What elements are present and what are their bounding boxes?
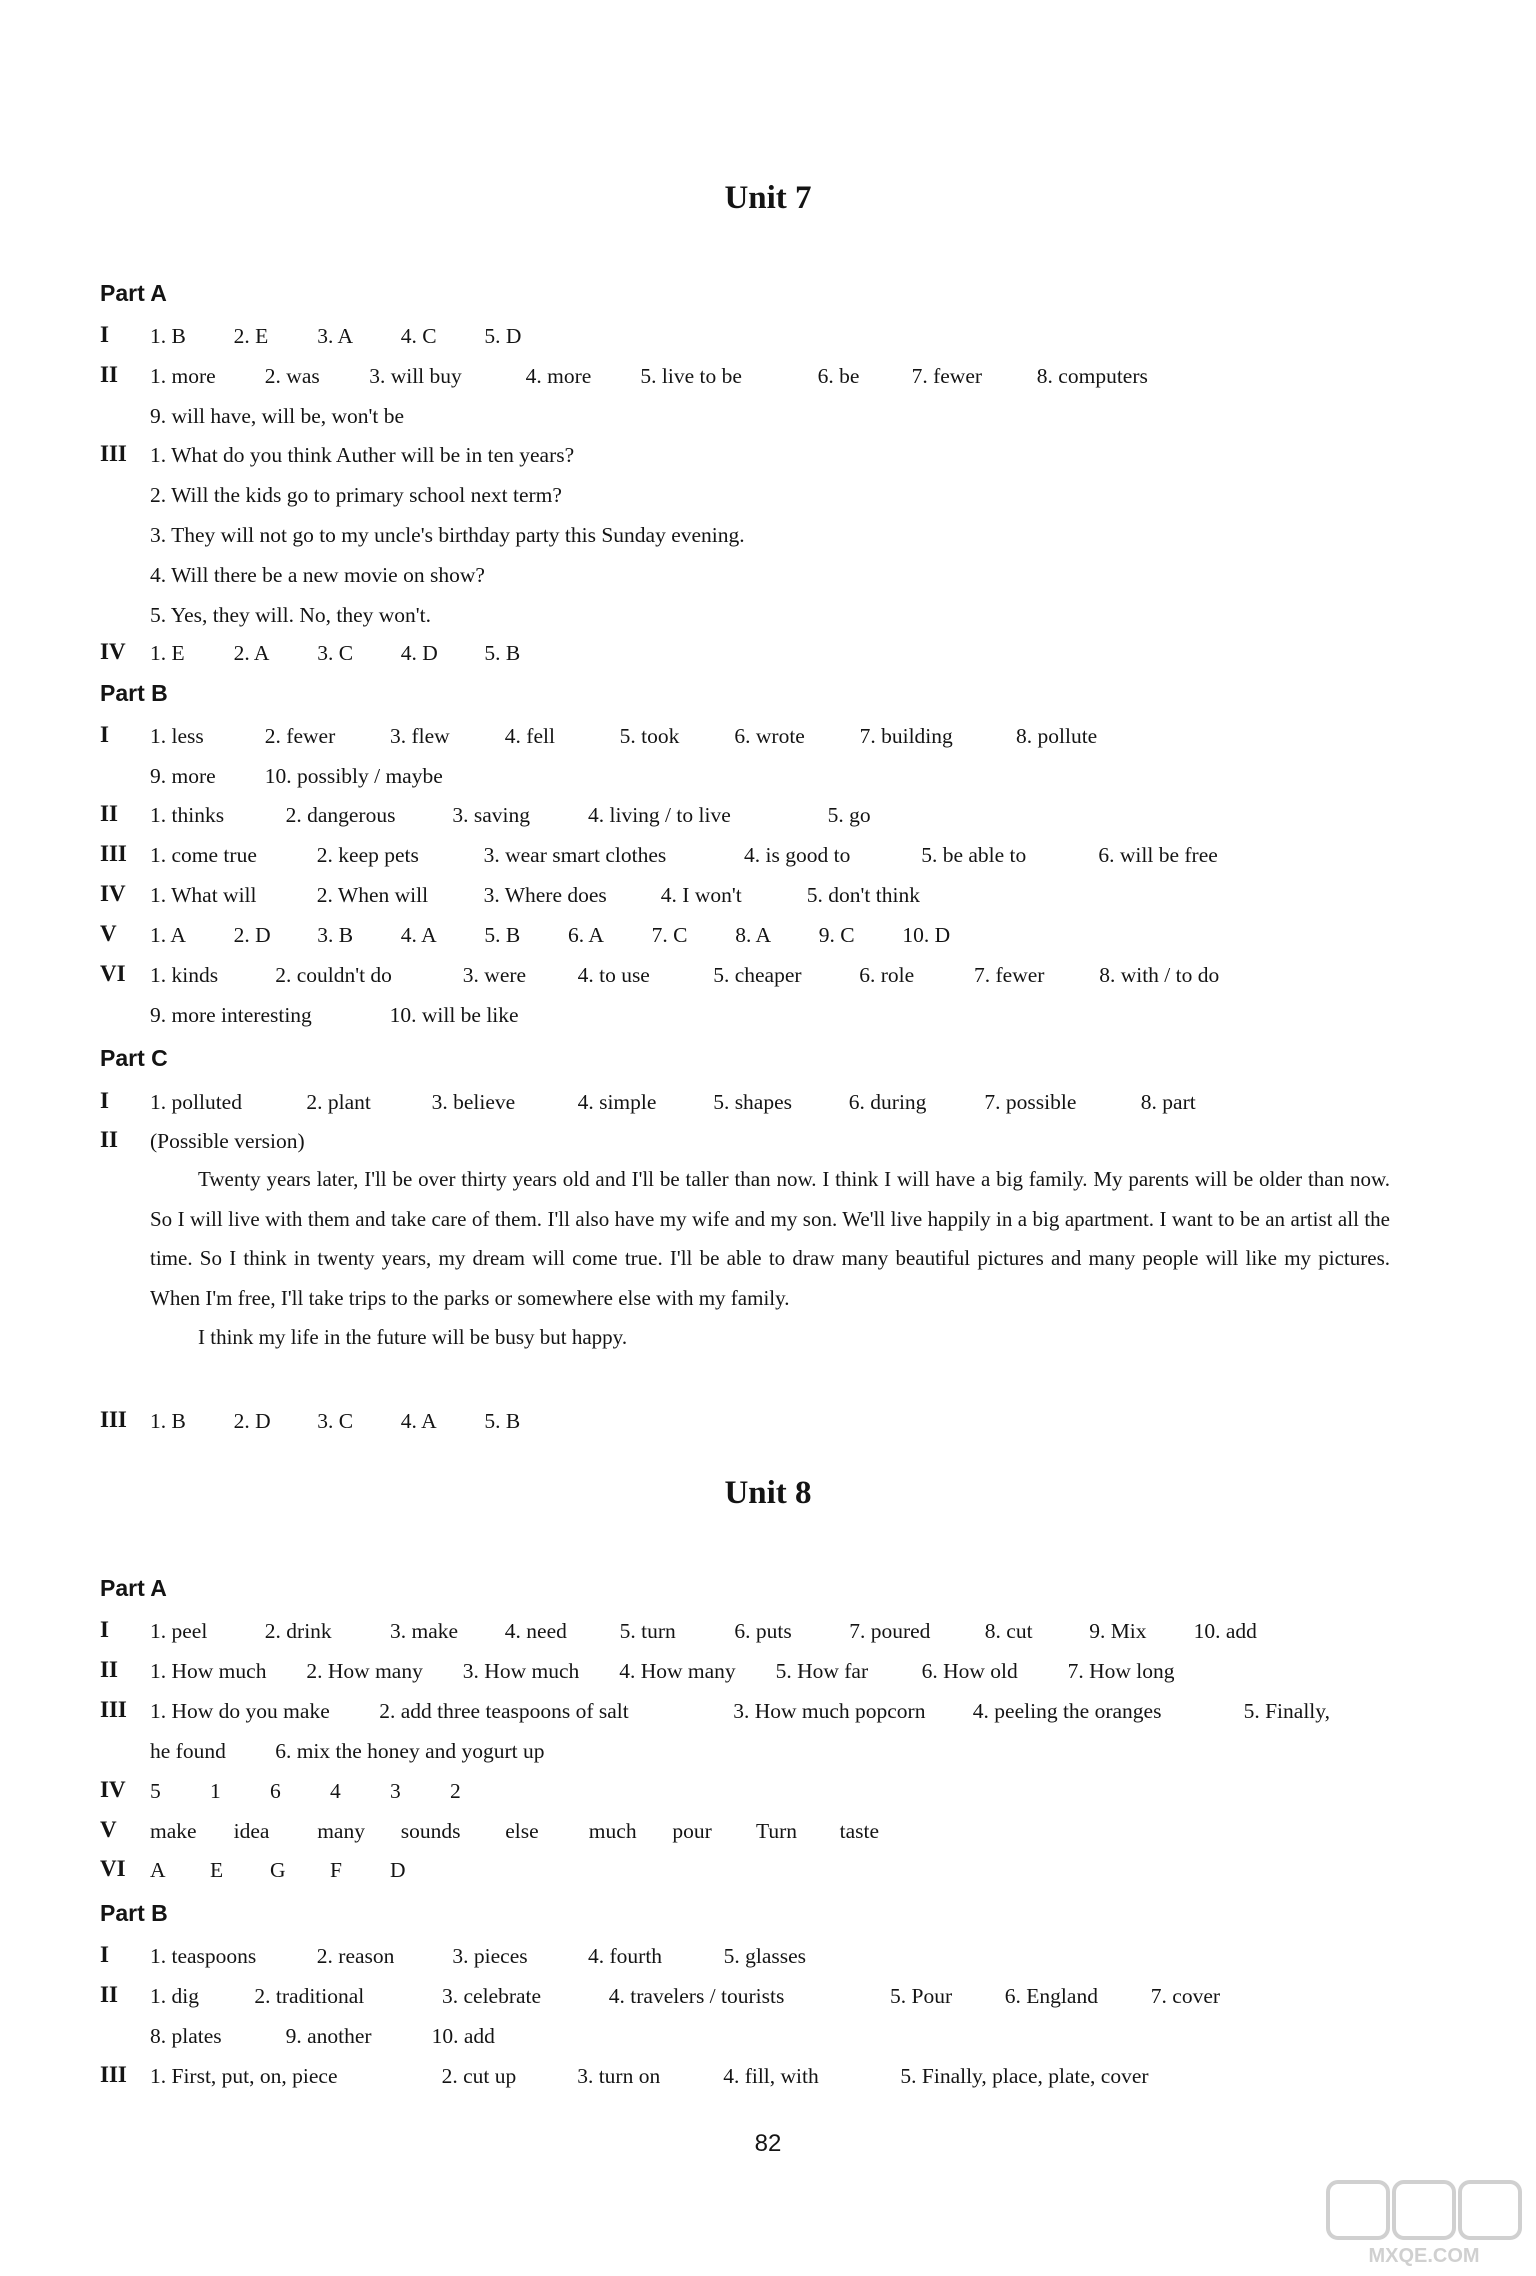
- answer-text: 3. They will not go to my uncle's birthday party this Sunday evening.: [150, 522, 745, 547]
- unit-title: Unit 8: [724, 1475, 812, 1511]
- answer-item: 9. more: [150, 763, 216, 788]
- answer-item: 7. fewer: [911, 364, 983, 388]
- answer-item: 1. come true: [150, 843, 257, 867]
- answer-item: 1. What will: [150, 883, 257, 907]
- answer-item: F: [330, 1858, 342, 1883]
- answer-item: 1. kinds: [150, 963, 219, 987]
- answer-item: 4. travelers / tourists: [608, 1983, 785, 2008]
- exercise-number: I: [100, 1617, 109, 1642]
- exercise-number: VI: [100, 1856, 126, 1882]
- answer-item: 4: [330, 1778, 341, 1803]
- answer-text: 4. Will there be a new movie on show?: [150, 562, 485, 587]
- answer-item: 5. Finally, place, plate, cover: [900, 2063, 1149, 2088]
- answer-row: [150, 883, 1396, 917]
- answer-item: 4. How many: [619, 1658, 736, 1683]
- answer-item: 5. B: [484, 1409, 521, 1433]
- answer-item: 7. How long: [1067, 1658, 1175, 1683]
- answer-item: 1. less: [150, 724, 204, 748]
- answer-item: 10. will be like: [389, 1002, 519, 1027]
- exercise-number: V: [100, 921, 117, 946]
- answer-item: 3. Where does: [483, 883, 607, 907]
- answer-item: 8. plates: [150, 2023, 222, 2048]
- exercise-number: III: [100, 441, 127, 466]
- answer-item: 2. How many: [306, 1658, 423, 1683]
- answer-item: 1. B: [150, 324, 186, 348]
- answer-item: 5. How far: [775, 1658, 869, 1683]
- answer-item: 1. more: [150, 364, 216, 388]
- answer-row: [150, 1779, 1396, 1813]
- answer-item: 2. drink: [264, 1619, 332, 1643]
- answer-item: 5. B: [484, 641, 521, 665]
- answer-item: 4. fell: [504, 724, 555, 748]
- answer-item: 3. saving: [452, 803, 531, 827]
- watermark-text: MXQE.COM: [1368, 2245, 1480, 2267]
- answer-item: 4. to use: [577, 963, 650, 987]
- answer-item: 5. don't think: [806, 883, 920, 907]
- essay-paragraph: I think my life in the future will be busy but happy.: [198, 1325, 628, 1349]
- part-label: Part A: [100, 1575, 167, 1601]
- answer-item: 4. D: [400, 641, 438, 665]
- answer-row: [150, 324, 1396, 358]
- essay-paragraph: Twenty years later, I'll be over thirty years old and I'll be taller than now. I think I will have a big family. My parents will be older than now. So I will live with them and take care of them. I'll also have my wife and my son. We'll live happily in a big apartment. I want to be an artist all the time. So I think in twenty years, my dream will come true. I'll be able to draw many beautiful pictures and many people will like my pictures. When I'm free, I'll take trips to the parks or somewhere else with my family.: [150, 1167, 1390, 1310]
- answer-item: 8. computers: [1036, 364, 1148, 388]
- answer-item: pour: [672, 1818, 712, 1843]
- exercise-number: IV: [100, 881, 126, 906]
- answer-item: 4. simple: [577, 1090, 657, 1114]
- answer-item: 1. peel: [150, 1619, 208, 1643]
- answer-item: 7. cover: [1150, 1983, 1221, 2008]
- model-essay: [150, 1160, 1390, 1358]
- answer-item: 5. be able to: [921, 843, 1027, 867]
- answer-row: [150, 1739, 1396, 1773]
- answer-item: 3. How much: [462, 1658, 580, 1683]
- answer-row: [150, 1129, 1396, 1163]
- answer-item: 5. shapes: [713, 1090, 793, 1114]
- answer-item: 1. How much: [150, 1658, 267, 1683]
- answer-item: 2. cut up: [441, 2063, 517, 2088]
- answer-item: 8. with / to do: [1099, 963, 1220, 987]
- answer-item: 3. will buy: [369, 364, 462, 388]
- answer-row: [150, 803, 1396, 837]
- exercise-number: III: [100, 2061, 127, 2087]
- unit-title: Unit 7: [724, 180, 812, 216]
- answer-item: 9. another: [285, 2023, 372, 2048]
- answer-item: 2. was: [264, 364, 320, 388]
- answer-item: 2. E: [233, 324, 269, 348]
- answer-item: 7. building: [859, 724, 953, 748]
- exercise-number: II: [100, 801, 118, 826]
- answer-row: [150, 603, 1396, 637]
- answer-row: [150, 1984, 1396, 2018]
- answer-item: 1. How do you make: [150, 1698, 330, 1723]
- answer-item: 9. C: [818, 923, 855, 947]
- answer-item: 3. A: [317, 324, 354, 348]
- answer-item: 8. A: [735, 923, 772, 947]
- answer-item: idea: [233, 1818, 270, 1843]
- answer-item: 4. fill, with: [723, 2063, 819, 2088]
- answer-item: 3. C: [317, 641, 354, 665]
- answer-item: Turn: [756, 1818, 798, 1843]
- answer-item: 5. live to be: [640, 364, 742, 388]
- answer-item: G: [270, 1858, 286, 1883]
- answer-item: 9. Mix: [1089, 1619, 1147, 1643]
- answer-item: 2. D: [233, 923, 271, 947]
- answer-item: 2. traditional: [254, 1983, 365, 2008]
- answer-item: 6. during: [848, 1090, 927, 1114]
- answer-row: [150, 963, 1396, 997]
- answer-item: 6. role: [859, 963, 915, 987]
- answer-item: 4. I won't: [660, 883, 742, 907]
- answer-item: 4. more: [525, 364, 592, 388]
- answer-row: [150, 1090, 1396, 1124]
- answer-row: [150, 1003, 1396, 1037]
- answer-item: D: [390, 1858, 406, 1883]
- answer-row: [150, 523, 1396, 557]
- answer-item: 2. A: [233, 641, 270, 665]
- answer-item: 1. polluted: [150, 1090, 242, 1114]
- answer-item: 2. When will: [316, 883, 429, 907]
- exercise-number: V: [100, 1816, 117, 1842]
- answer-item: 4. peeling the oranges: [972, 1698, 1162, 1723]
- answer-item: else: [505, 1818, 539, 1843]
- answer-item: 1: [210, 1778, 221, 1803]
- answer-item: 4. need: [504, 1619, 567, 1643]
- exercise-number: III: [100, 1407, 127, 1432]
- answer-item: 3. make: [390, 1619, 459, 1643]
- answer-row: [150, 923, 1396, 957]
- answer-item: 5. D: [484, 324, 522, 348]
- exercise-number: III: [100, 841, 127, 866]
- answer-item: 2. plant: [306, 1090, 371, 1114]
- answer-item: 9. more interesting: [150, 1002, 312, 1027]
- answer-item: 3. How much popcorn: [733, 1698, 926, 1723]
- watermark-logo: [1324, 2178, 1524, 2268]
- answer-item: 3. celebrate: [442, 1983, 542, 2008]
- answer-row: [150, 364, 1396, 398]
- answer-row: [150, 1409, 1396, 1443]
- answer-row: [150, 1819, 1396, 1853]
- exercise-number: II: [100, 1981, 118, 2007]
- answer-item: 8. cut: [984, 1619, 1033, 1643]
- answer-item: 1. thinks: [150, 803, 225, 827]
- answer-item: 5: [150, 1778, 161, 1803]
- answer-item: taste: [839, 1818, 879, 1843]
- answer-row: [150, 404, 1396, 438]
- exercise-number: II: [100, 1656, 118, 1682]
- answer-item: 6. A: [568, 923, 604, 947]
- part-label: Part C: [100, 1045, 168, 1071]
- part-label: Part B: [100, 1900, 168, 1926]
- exercise-number: II: [100, 1127, 118, 1152]
- answer-text: 5. Yes, they will. No, they won't.: [150, 602, 431, 627]
- answer-item: 3. were: [462, 963, 527, 987]
- answer-item: 3. believe: [431, 1090, 516, 1114]
- answer-item: 6. How old: [921, 1658, 1018, 1683]
- answer-item: 1. dig: [150, 1983, 199, 2008]
- answer-row: [150, 563, 1396, 597]
- answer-item: 2. keep pets: [316, 843, 419, 867]
- answer-item: 6. wrote: [734, 724, 805, 748]
- answer-item: 2. couldn't do: [275, 963, 392, 987]
- answer-row: [150, 764, 1396, 798]
- answer-item: 10. add: [431, 2023, 495, 2048]
- answer-item: 2: [450, 1778, 461, 1803]
- exercise-number: I: [100, 1088, 109, 1113]
- answer-item: much: [588, 1818, 637, 1843]
- answer-item: 7. C: [651, 923, 688, 947]
- answer-item: 2. reason: [316, 1944, 395, 1968]
- exercise-number: III: [100, 1696, 127, 1722]
- answer-item: 5. glasses: [723, 1944, 807, 1968]
- answer-text: 2. Will the kids go to primary school next term?: [150, 482, 562, 507]
- answer-item: 7. possible: [984, 1090, 1077, 1114]
- answer-item: 5. turn: [619, 1619, 676, 1643]
- answer-item: 6. England: [1004, 1983, 1098, 2008]
- exercise-number: I: [100, 1942, 109, 1967]
- answer-item: 7. poured: [849, 1619, 931, 1643]
- answer-item: 2. D: [233, 1409, 271, 1433]
- answer-row: [150, 1659, 1396, 1693]
- answer-item: 4. fourth: [588, 1944, 663, 1968]
- answer-item: 6. mix the honey and yogurt up: [275, 1738, 545, 1763]
- answer-text: (Possible version): [150, 1129, 305, 1153]
- exercise-number: II: [100, 362, 118, 387]
- answer-text: 1. What do you think Auther will be in ten years?: [150, 443, 575, 467]
- answer-text: 9. will have, will be, won't be: [150, 403, 405, 428]
- answer-item: 2. dangerous: [285, 803, 396, 827]
- part-label: Part B: [100, 680, 168, 706]
- answer-item: he found: [150, 1738, 226, 1763]
- answer-item: 4. A: [400, 923, 437, 947]
- answer-row: [150, 1619, 1396, 1653]
- exercise-number: I: [100, 322, 109, 347]
- answer-item: 1. E: [150, 641, 185, 665]
- answer-item: E: [210, 1858, 224, 1883]
- exercise-number: I: [100, 722, 109, 747]
- answer-item: make: [150, 1818, 197, 1843]
- answer-item: 4. C: [400, 324, 437, 348]
- answer-item: 1. First, put, on, piece: [150, 2063, 338, 2088]
- answer-row: [150, 2024, 1396, 2058]
- answer-item: 5. B: [484, 923, 521, 947]
- answer-item: 3. B: [317, 923, 354, 947]
- answer-item: 5. Pour: [890, 1983, 953, 2008]
- answer-item: 6. puts: [734, 1619, 792, 1643]
- exercise-number: VI: [100, 961, 126, 986]
- answer-item: 10. D: [902, 923, 951, 947]
- answer-item: 4. is good to: [744, 843, 851, 867]
- answer-item: 3. C: [317, 1409, 354, 1433]
- answer-item: 1. B: [150, 1409, 186, 1433]
- answer-row: [150, 843, 1396, 877]
- answer-item: A: [150, 1858, 166, 1883]
- answer-row: [150, 724, 1396, 758]
- answer-item: 1. teaspoons: [150, 1944, 257, 1968]
- answer-item: 6. will be free: [1098, 843, 1218, 867]
- answer-item: 8. part: [1140, 1090, 1196, 1114]
- answer-row: [150, 1858, 1396, 1892]
- answer-item: many: [317, 1818, 365, 1843]
- answer-row: [150, 483, 1396, 517]
- answer-item: 5. took: [619, 724, 680, 748]
- answer-item: 7. fewer: [974, 963, 1045, 987]
- answer-item: 3. turn on: [577, 2063, 661, 2088]
- answer-item: 2. add three teaspoons of salt: [379, 1698, 629, 1723]
- answer-item: 6. be: [817, 364, 860, 388]
- answer-item: 5. cheaper: [713, 963, 802, 987]
- answer-item: 10. add: [1193, 1619, 1257, 1643]
- page-number: 82: [754, 2130, 782, 2157]
- answer-item: 4. A: [400, 1409, 437, 1433]
- answer-row: [150, 1699, 1396, 1733]
- answer-item: 3: [390, 1778, 401, 1803]
- exercise-number: IV: [100, 1776, 126, 1802]
- answer-item: 3. pieces: [452, 1944, 528, 1968]
- answer-item: 8. pollute: [1016, 724, 1098, 748]
- answer-item: 6: [270, 1778, 281, 1803]
- answer-item: 5. go: [827, 803, 871, 827]
- answer-item: sounds: [400, 1818, 461, 1843]
- answer-row: [150, 2064, 1396, 2098]
- answer-item: 1. A: [150, 923, 186, 947]
- answer-row: [150, 443, 1396, 477]
- part-label: Part A: [100, 280, 167, 306]
- answer-item: 2. fewer: [264, 724, 336, 748]
- answer-item: 10. possibly / maybe: [264, 763, 443, 788]
- answer-row: [150, 1944, 1396, 1978]
- answer-item: 3. wear smart clothes: [483, 843, 667, 867]
- answer-row: [150, 641, 1396, 675]
- answer-item: 5. Finally,: [1243, 1698, 1330, 1723]
- answer-item: 4. living / to live: [588, 803, 731, 827]
- exercise-number: IV: [100, 639, 126, 664]
- answer-item: 3. flew: [390, 724, 450, 748]
